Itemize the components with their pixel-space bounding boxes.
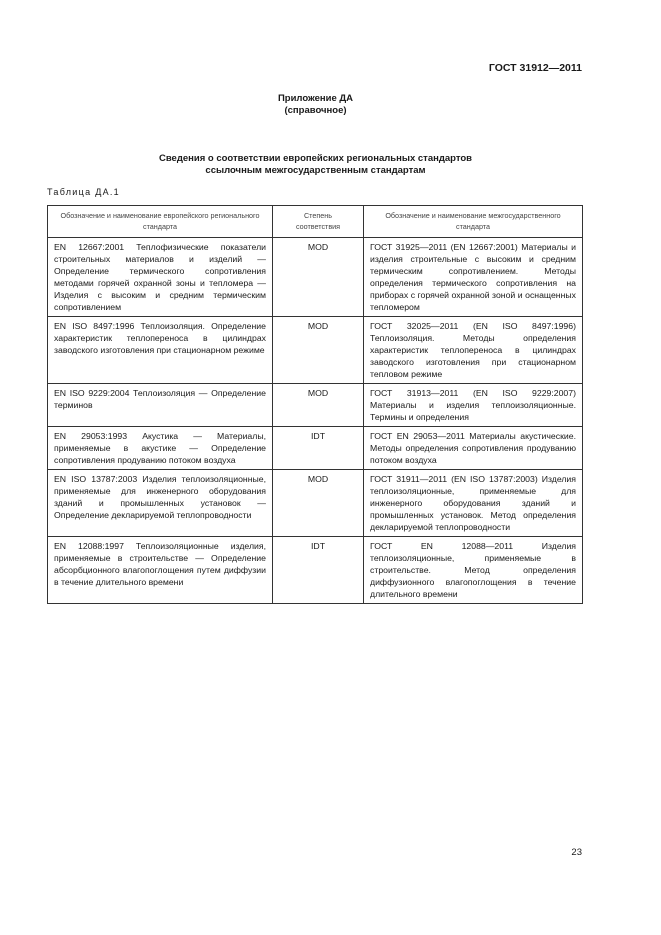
section-title-line1: Сведения о соответствии европейских региональных стандартов [158,153,473,164]
interstate-standard-cell: ГОСТ 31911—2011 (EN ISO 13787:2003) Изделия теплоизоляционные, применяемые для инженерного оборудования зданий и промышленных установок. Метод определения декларируемой теплопроводности [364,470,583,537]
degree-cell: MOD [273,317,364,384]
degree-cell: MOD [273,238,364,317]
degree-cell: IDT [273,427,364,470]
degree-cell: MOD [273,384,364,427]
table-row [48,470,583,537]
interstate-standard-cell: ГОСТ 32025—2011 (EN ISO 8497:1996) Теплоизоляция. Методы определения характеристик теплопереноса в цилиндрах заводского изготовления при стационарном тепловом режиме [364,317,583,384]
degree-cell: IDT [273,537,364,604]
table-label: Таблица ДА.1 [47,187,120,197]
appendix-heading [0,93,631,117]
european-standard-cell: EN 12088:1997 Теплоизоляционные изделия, применяемые в строительстве — Определение абсорбционного влагопоглощения путем диффузии в течение длительного времени [48,537,273,604]
table-row [48,384,583,427]
header-degree: Степень соответствия [273,206,364,238]
page-number: 23 [571,847,582,858]
appendix-note: (справочное) [284,105,347,116]
table-row [48,537,583,604]
header-european: Обозначение и наименование европейского регионального стандарта [48,206,273,238]
interstate-standard-cell: ГОСТ EN 29053—2011 Материалы акустические. Методы определения сопротивления продуванию потоком воздуха [364,427,583,470]
header-interstate: Обозначение и наименование межгосударственного стандарта [364,206,583,238]
document-code: ГОСТ 31912—2011 [488,62,582,74]
section-title [0,153,631,177]
table-row [48,427,583,470]
appendix-title: Приложение ДА [277,93,354,104]
interstate-standard-cell: ГОСТ 31925—2011 (EN 12667:2001) Материалы и изделия строительные с высоким и средним термическим сопротивлением. Методы определения термического сопротивления на приборах с горячей охранной зоной и оснащенных тепломером [364,238,583,317]
european-standard-cell: EN 29053:1993 Акустика — Материалы, применяемые в акустике — Определение сопротивления продуванию потоком воздуха [48,427,273,470]
table-header-row [48,206,583,238]
european-standard-cell: EN 12667:2001 Теплофизические показатели строительных материалов и изделий — Определение термического сопротивления методами горячей охранной зоны и тепломера — Изделия с высоким и средним термическим сопротивлением [48,238,273,317]
european-standard-cell: EN ISO 9229:2004 Теплоизоляция — Определение терминов [48,384,273,427]
section-title-line2: ссылочным межгосударственным стандартам [205,165,426,176]
interstate-standard-cell: ГОСТ EN 12088—2011 Изделия теплоизоляционные, применяемые в строительстве. Метод определения диффузионного влагопоглощения в течение длительного времени [364,537,583,604]
table-row [48,238,583,317]
european-standard-cell: EN ISO 13787:2003 Изделия теплоизоляционные, применяемые для инженерного оборудования зданий и промышленных установок — Определение декларируемой теплопроводности [48,470,273,537]
interstate-standard-cell: ГОСТ 31913—2011 (EN ISO 9229:2007) Материалы и изделия теплоизоляционные. Термины и определения [364,384,583,427]
degree-cell: MOD [273,470,364,537]
correspondence-table [47,205,583,604]
european-standard-cell: EN ISO 8497:1996 Теплоизоляция. Определение характеристик теплопереноса в цилиндрах заводского изготовления при стационарном режиме [48,317,273,384]
table-row [48,317,583,384]
